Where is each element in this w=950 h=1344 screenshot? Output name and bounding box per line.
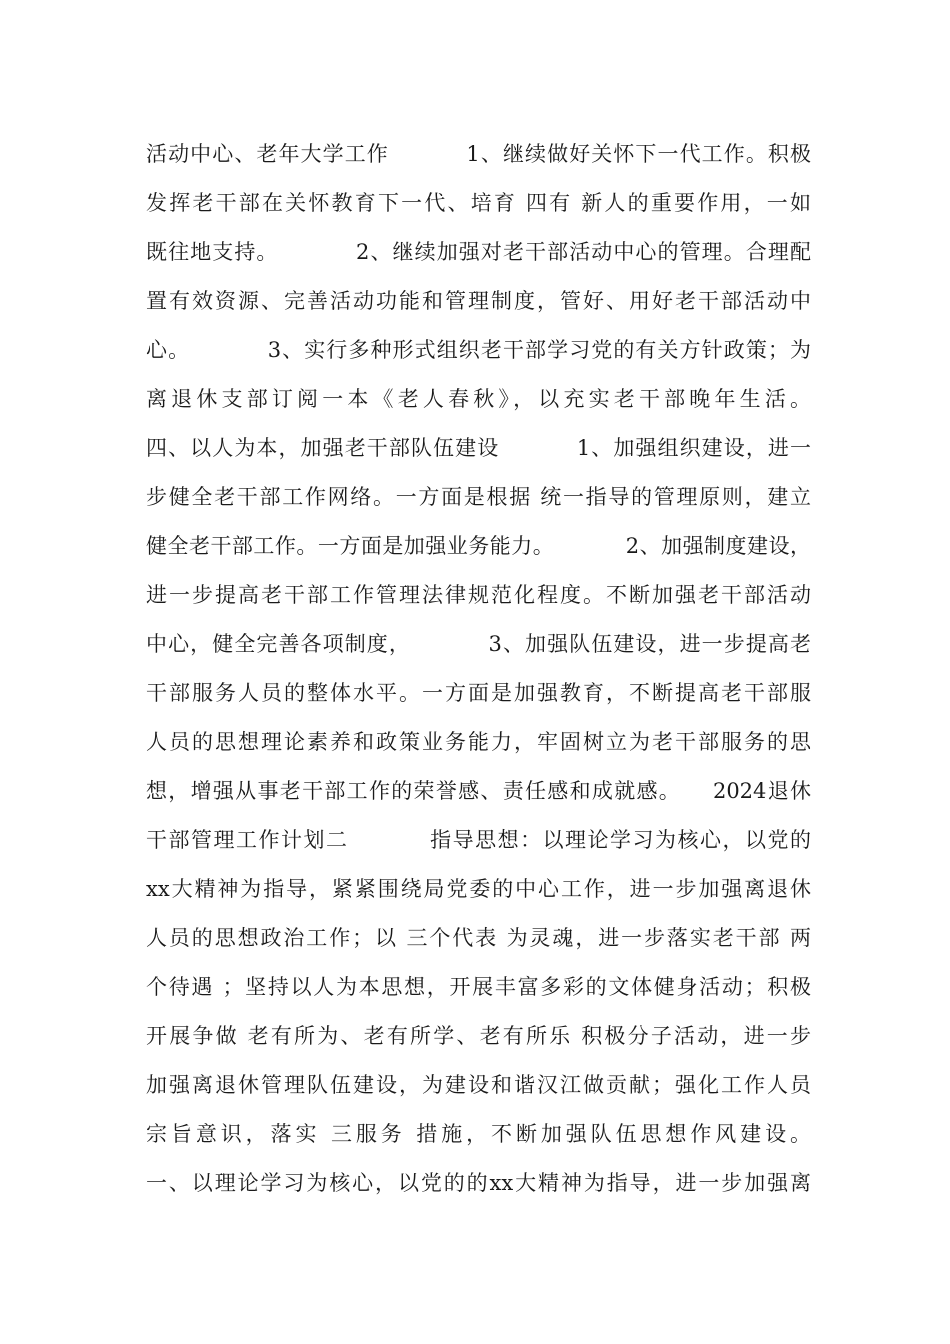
- text-line: 健全老干部工作。一方面是加强业务能力。 2、加强制度建设，: [146, 534, 811, 558]
- text-line: 活动中心、老年大学工作 1、继续做好关怀下一代工作。积极: [146, 142, 811, 166]
- text-line: 个待遇 ；坚持以人为本思想，开展丰富多彩的文体健身活动；积极: [146, 975, 811, 999]
- text-line: 步健全老干部工作网络。一方面是根据 统一指导的管理原则，建立: [146, 485, 811, 509]
- text-line: 中心，健全完善各项制度， 3、加强队伍建设，进一步提高老: [146, 632, 811, 656]
- text-line: 进一步提高老干部工作管理法律规范化程度。不断加强老干部活动: [146, 583, 811, 607]
- text-line: 离退休支部订阅一本《老人春秋》，以充实老干部晚年生活。: [146, 387, 811, 411]
- text-line: xx大精神为指导，紧紧围绕局党委的中心工作，进一步加强离退休: [146, 877, 811, 901]
- text-line: 置有效资源、完善活动功能和管理制度，管好、用好老干部活动中: [146, 289, 811, 313]
- text-line: 一、以理论学习为核心，以党的的xx大精神为指导，进一步加强离: [146, 1171, 811, 1195]
- text-line: 既往地支持。 2、继续加强对老干部活动中心的管理。合理配: [146, 240, 811, 264]
- text-line: 四、以人为本，加强老干部队伍建设 1、加强组织建设，进一: [146, 436, 811, 460]
- text-line: 人员的思想理论素养和政策业务能力，牢固树立为老干部服务的思: [146, 730, 811, 754]
- text-line: 干部管理工作计划二 指导思想：以理论学习为核心，以党的: [146, 828, 811, 852]
- text-line: 想，增强从事老干部工作的荣誉感、责任感和成就感。 2024退休: [146, 779, 811, 803]
- text-line: 开展争做 老有所为、老有所学、老有所乐 积极分子活动，进一步: [146, 1024, 811, 1048]
- text-line: 加强离退休管理队伍建设，为建设和谐汉江做贡献；强化工作人员: [146, 1073, 811, 1097]
- text-line: 发挥老干部在关怀教育下一代、培育 四有 新人的重要作用，一如: [146, 191, 811, 215]
- body-text: [146, 130, 811, 1208]
- text-line: 宗旨意识，落实 三服务 措施，不断加强队伍思想作风建设。: [146, 1122, 811, 1146]
- text-line: 心。 3、实行多种形式组织老干部学习党的有关方针政策；为: [146, 338, 811, 362]
- text-line: 干部服务人员的整体水平。一方面是加强教育，不断提高老干部服: [146, 681, 811, 705]
- text-line: 人员的思想政治工作；以 三个代表 为灵魂，进一步落实老干部 两: [146, 926, 811, 950]
